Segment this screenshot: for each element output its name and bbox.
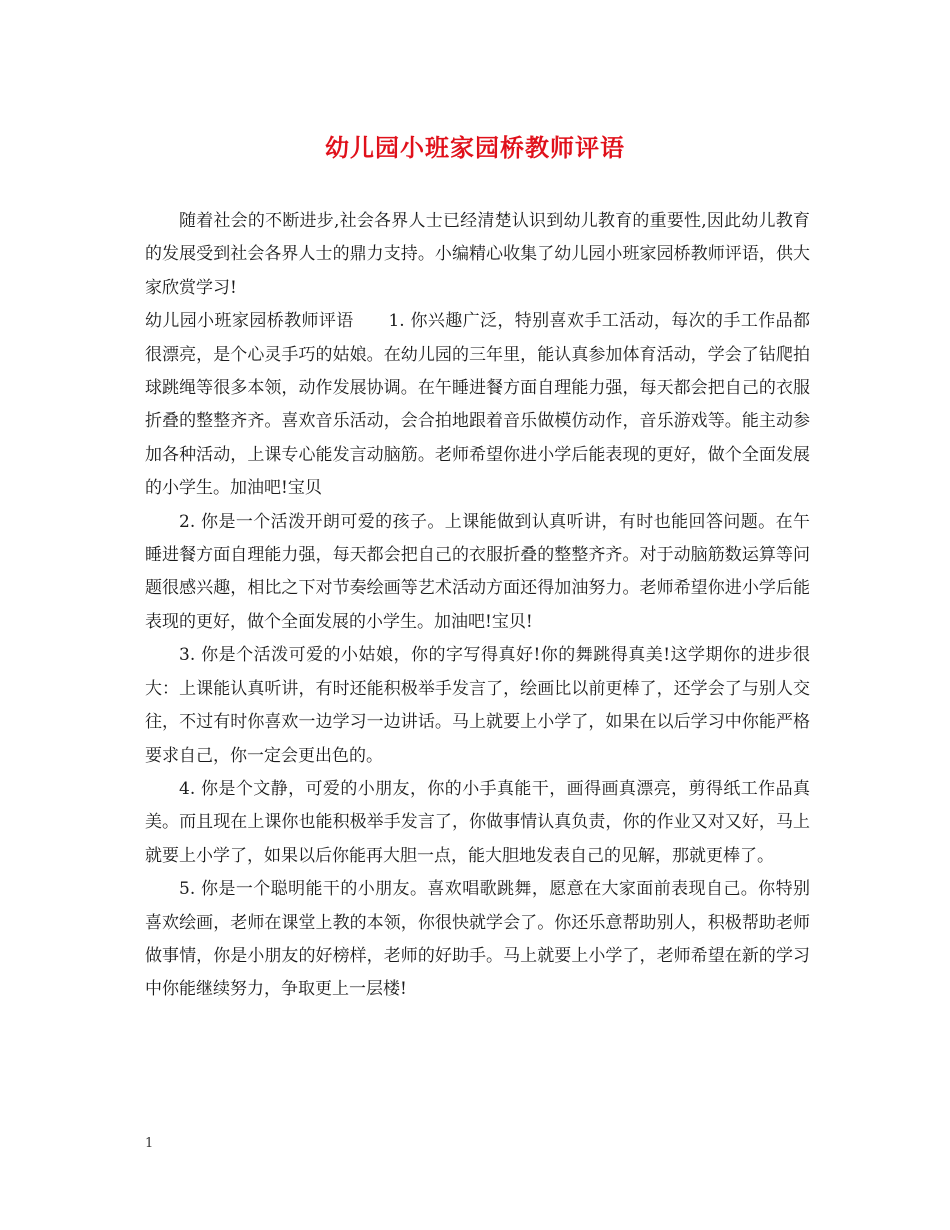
comment-paragraph-3: 3. 你是个活泼可爱的小姑娘，你的字写得真好!你的舞跳得真美!这学期你的进步很大：上课能认真听讲，有时还能积极举手发言了，绘画比以前更棒了，还学会了与别人交往，不过有时你喜欢一边学习一边讲话。马上就要上小学了，如果在以后学习中你能严格要求自己，你一定会更出色的。 xyxy=(145,645,810,766)
comment-paragraph-1: 幼儿园小班家园桥教师评语 1. 你兴趣广泛，特别喜欢手工活动，每次的手工作品都很漂亮，是个心灵手巧的姑娘。在幼儿园的三年里，能认真参加体育活动，学会了钻爬拍球跳绳等很多本领，动作发展协调。在午睡进餐方面自理能力强，每天都会把自己的衣服折叠的整整齐齐。喜欢音乐活动，会合拍地跟着音乐做模仿动作，音乐游戏等。能主动参加各种活动，上课专心能发言动脑筋。老师希望你进小学后能表现的更好，做个全面发展的小学生。加油吧!宝贝 xyxy=(145,311,810,499)
comment-paragraph-2: 2. 你是一个活泼开朗可爱的孩子。上课能做到认真听讲，有时也能回答问题。在午睡进餐方面自理能力强，每天都会把自己的衣服折叠的整整齐齐。对于动脑筋数运算等问题很感兴趣，相比之下对节奏绘画等艺术活动方面还得加油努力。老师希望你进小学后能表现的更好，做个全面发展的小学生。加油吧!宝贝! xyxy=(145,511,810,632)
comment-paragraph-4: 4. 你是个文静，可爱的小朋友，你的小手真能干，画得画真漂亮，剪得纸工作品真美。而且现在上课你也能积极举手发言了，你做事情认真负责，你的作业又对又好，马上就要上小学了，如果以后你能再大胆一点，能大胆地发表自己的见解，那就更棒了。 xyxy=(145,778,810,866)
comment-paragraph-5: 5. 你是一个聪明能干的小朋友。喜欢唱歌跳舞，愿意在大家面前表现自己。你特别喜欢绘画，老师在课堂上教的本领，你很快就学会了。你还乐意帮助别人，积极帮助老师做事情，你是小朋友的好榜样，老师的好助手。马上就要上小学了，老师希望在新的学习中你能继续努力，争取更上一层楼! xyxy=(145,879,810,1000)
page-number: 1 xyxy=(145,1136,154,1151)
document-title: 幼儿园小班家园桥教师评语 xyxy=(325,133,625,162)
document-body xyxy=(145,205,810,1007)
intro-paragraph: 随着社会的不断进步,社会各界人士已经清楚认识到幼儿教育的重要性,因此幼儿教育的发展受到社会各界人士的鼎力支持。小编精心收集了幼儿园小班家园桥教师评语，供大家欣赏学习! xyxy=(145,211,810,298)
